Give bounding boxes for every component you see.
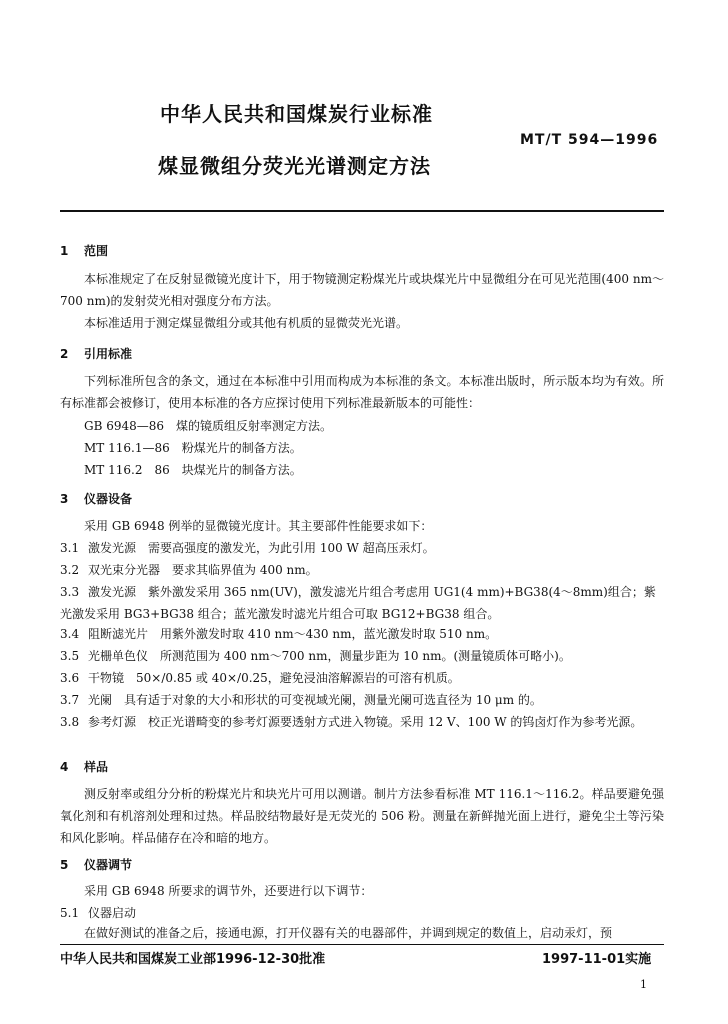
clause-text: 参考灯源 校正光谱畸变的参考灯源要透射方式进入物镜。采用 12 V、100 W 的钨卤灯作为参考光源。 [88,715,643,729]
clause-number: 3.2 [60,563,80,577]
clause-text: 干物镜 50×/0.85 或 40×/0.25，避免浸油溶解源岩的可溶有机质。 [88,671,460,685]
clause-number: 3.6 [60,671,80,685]
paragraph: 在做好测试的准备之后，接通电源，打开仪器有关的电器部件，并调到规定的数值上，启动汞灯，预 [84,926,613,940]
clause-number: 5.1 [60,906,80,920]
clause-text: 激发光源 紫外激发采用 365 nm(UV)，激发滤光片组合考虑用 UG1(4 mm)+BG38(4～8mm)组合；紫光激发采用 BG3+BG38 组合；蓝光激发时滤光片组合可取 BG12+BG38 组合。 [60,585,656,621]
paragraph: 本标准规定了在反射显微镜光度计下，用于物镜测定粉煤光片或块煤光片中显微组分在可见光范围(400 nm～700 nm)的发射荧光相对强度分布方法。 [60,272,664,308]
clause-text: 激发光源 需要高强度的激发光，为此引用 100 W 超高压汞灯。 [88,541,435,555]
clause-item [60,537,664,559]
section-number: 2 [60,347,69,361]
footer-divider [60,944,664,945]
clause-item [60,623,664,645]
clause-number: 3.8 [60,715,80,729]
clause-number: 3.4 [60,627,80,641]
section-heading-1 [60,242,108,259]
issuing-organization: 中华人民共和国煤炭行业标准 [160,102,433,126]
clause-text: 仪器启动 [88,906,137,920]
clause-item [60,667,664,689]
clause-item [60,711,664,733]
section-number: 3 [60,492,69,506]
paragraph: 采用 GB 6948 例举的显微镜光度计。其主要部件性能要求如下： [84,519,433,533]
reference-item: MT 116.1—86 粉煤光片的制备方法。 [84,441,302,455]
section-number: 4 [60,760,69,774]
page-number: 1 [640,978,647,991]
clause-text: 光栅单色仪 所测范围为 400 nm～700 nm，测量步距为 10 nm。(测量镜质体可略小)。 [88,649,571,663]
paragraph: 测反射率或组分分析的粉煤光片和块光片可用以测谱。制片方法参看标准 MT 116.1～116.2。样品要避免强氧化剂和有机溶剂处理和过热。样品胶结物最好是无荧光的 506 粉。测量在新鲜抛光面上进行，避免尘土等污染和风化影响。样品储存在冷和暗的地方。 [60,787,664,845]
paragraph: 下列标准所包含的条文，通过在本标准中引用而构成为本标准的条文。本标准出版时，所示版本均为有效。所有标准都会被修订，使用本标准的各方应探讨使用下列标准最新版本的可能性： [60,374,664,410]
section-heading-2 [60,345,132,362]
document-title: 煤显微组分荧光光谱测定方法 [158,154,431,178]
clause-text: 双光束分光器 要求其临界值为 400 nm。 [88,563,318,577]
clause-item [60,581,664,625]
clause-item [60,689,664,711]
clause-number: 3.3 [60,585,80,599]
paragraph: 本标准适用于测定煤显微组分或其他有机质的显微荧光光谱。 [84,316,409,330]
section-heading-4 [60,758,108,775]
section-title: 引用标准 [84,347,133,361]
approval-statement: 中华人民共和国煤炭工业部1996-12-30批准 [60,952,326,967]
clause-item [60,559,664,581]
clause-number: 3.5 [60,649,80,663]
section-heading-5 [60,856,132,873]
clause-item [60,645,664,667]
section-heading-3 [60,490,132,507]
paragraph: 采用 GB 6948 所要求的调节外，还要进行以下调节： [84,884,373,898]
title-divider [60,210,664,212]
clause-number: 3.7 [60,693,80,707]
section-title: 范围 [84,244,109,258]
section-title: 仪器调节 [84,858,133,872]
clause-number: 3.1 [60,541,80,555]
clause-text: 阻断滤光片 用紫外激发时取 410 nm～430 nm，蓝光激发时取 510 nm。 [88,627,498,641]
standard-number: MT/T 594—1996 [520,132,659,148]
clause-item [60,902,664,924]
reference-item: MT 116.2 86 块煤光片的制备方法。 [84,463,302,477]
section-title: 仪器设备 [84,492,133,506]
section-title: 样品 [84,760,109,774]
clause-text: 光阑 具有适于对象的大小和形状的可变视域光阑，测量光阑可选直径为 10 μm 的。 [88,693,542,707]
section-number: 1 [60,244,69,258]
effective-date: 1997-11-01实施 [542,952,652,967]
reference-item: GB 6948—86 煤的镜质组反射率测定方法。 [84,419,333,433]
section-number: 5 [60,858,69,872]
